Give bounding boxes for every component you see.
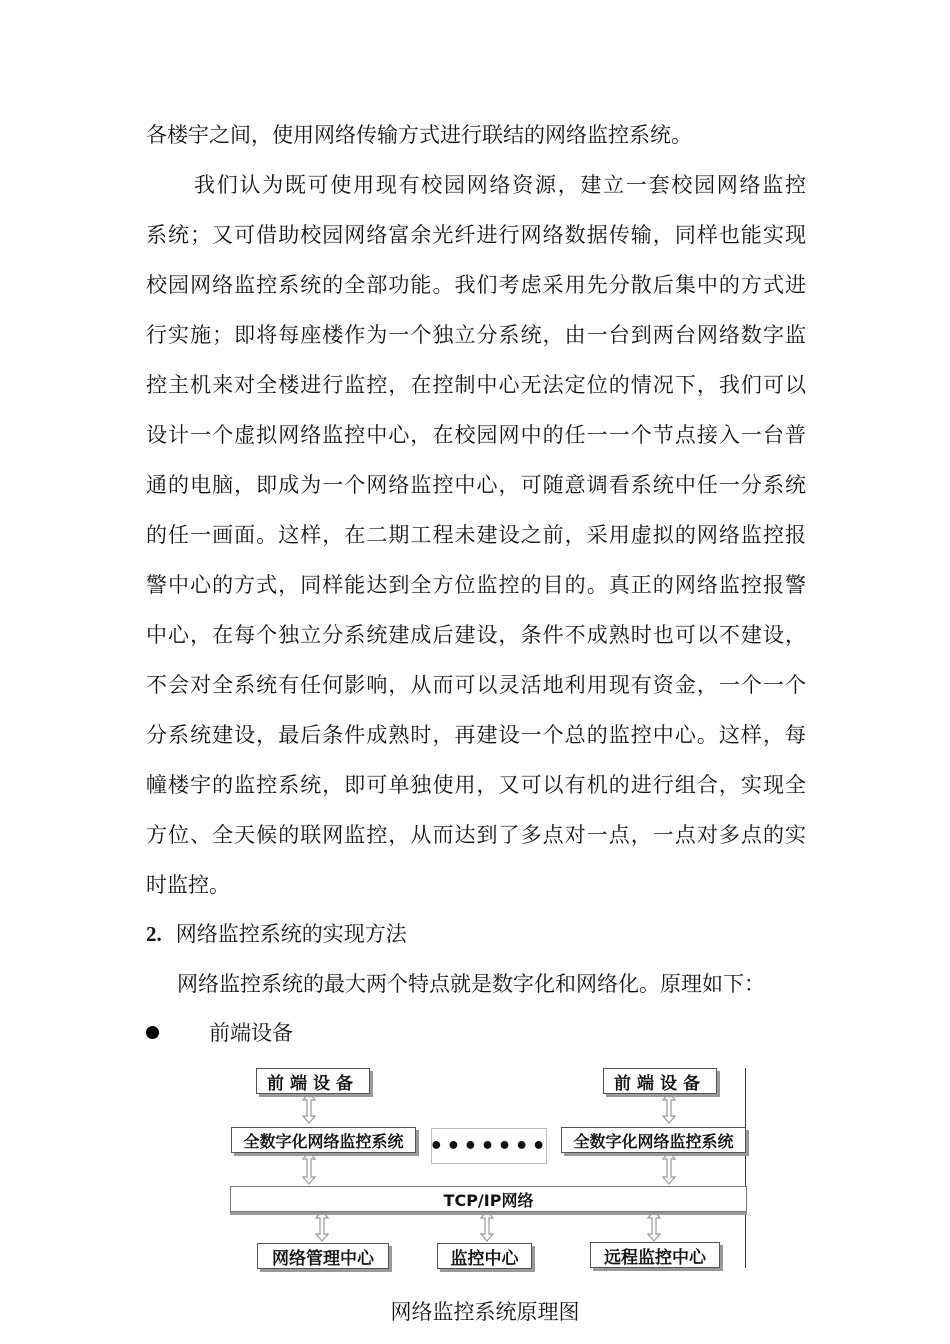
paragraph-line: 的任一画面。这样，在二期工程未建设之前，采用虚拟的网络监控报: [146, 523, 806, 547]
double-arrow-icon: [648, 1211, 660, 1241]
paragraph-line: 不会对全系统有任何影响，从而可以灵活地利用现有资金，一个一个: [146, 673, 806, 697]
bullet-item: [146, 1020, 293, 1046]
double-arrow-icon: [303, 1093, 315, 1123]
network-management-center-box: 网络管理中心: [257, 1243, 389, 1269]
paragraph-line: 时监控。: [146, 873, 230, 897]
section-title: 网络监控系统的实现方法: [175, 922, 407, 946]
paragraph-line: 各楼宇之间，使用网络传输方式进行联结的网络监控系统。: [146, 123, 692, 147]
bullet-dot-icon: [146, 1026, 159, 1039]
double-arrow-icon: [481, 1211, 493, 1241]
paragraph-line: 通的电脑，即成为一个网络监控中心，可随意调看系统中任一分系统: [146, 473, 806, 497]
double-arrow-icon: [663, 1093, 675, 1123]
remote-monitoring-center-box: 远程监控中心: [590, 1242, 720, 1268]
figure-caption: 网络监控系统原理图: [390, 1300, 580, 1324]
section-number: 2.: [146, 922, 162, 946]
paragraph-line: 控主机来对全楼进行监控，在控制中心无法定位的情况下，我们可以: [146, 373, 806, 397]
paragraph-line: 行实施；即将每座楼作为一个独立分系统，由一台到两台网络数字监: [146, 323, 806, 347]
paragraph-line: 校园网络监控系统的全部功能。我们考虑采用先分散后集中的方式进: [146, 273, 806, 297]
bullet-label: 前端设备: [209, 1021, 293, 1045]
double-arrow-icon: [663, 1152, 675, 1184]
paragraph-line: 系统；又可借助校园网络富余光纤进行网络数据传输，同样也能实现: [146, 223, 806, 247]
paragraph-line: 我们认为既可使用现有校园网络资源，建立一套校园网络监控: [194, 173, 806, 197]
front-device-box-left: 前端设备: [256, 1068, 370, 1094]
paragraph-line: 方位、全天候的联网监控，从而达到了多点对一点，一点对多点的实: [146, 823, 806, 847]
tcpip-network-bar: TCP/IP网络: [230, 1186, 747, 1212]
section-heading: [146, 921, 407, 947]
digital-system-box-right: 全数字化网络监控系统: [561, 1127, 746, 1153]
intro-paragraph: 网络监控系统的最大两个特点就是数字化和网络化。原理如下：: [177, 972, 765, 996]
paragraph-line: 警中心的方式，同样能达到全方位监控的目的。真正的网络监控报警: [146, 573, 806, 597]
double-arrows: [303, 1093, 675, 1241]
digital-system-box-left: 全数字化网络监控系统: [231, 1127, 416, 1153]
paragraph-line: 幢楼宇的监控系统，即可单独使用，又可以有机的进行组合，实现全: [146, 773, 806, 797]
paragraph-line: 中心，在每个独立分系统建成后建设，条件不成熟时也可以不建设，: [146, 623, 806, 647]
paragraph-line: 设计一个虚拟网络监控中心，在校园网中的任一一个节点接入一台普: [146, 423, 806, 447]
ellipsis-box: •••••••: [431, 1128, 547, 1164]
monitoring-center-box: 监控中心: [437, 1243, 532, 1269]
paragraph-line: 分系统建设，最后条件成熟时，再建设一个总的监控中心。这样，每: [146, 723, 806, 747]
double-arrow-icon: [303, 1152, 315, 1184]
front-device-box-right: 前端设备: [603, 1068, 717, 1094]
double-arrow-icon: [316, 1211, 328, 1241]
divider-line: [745, 1068, 746, 1268]
